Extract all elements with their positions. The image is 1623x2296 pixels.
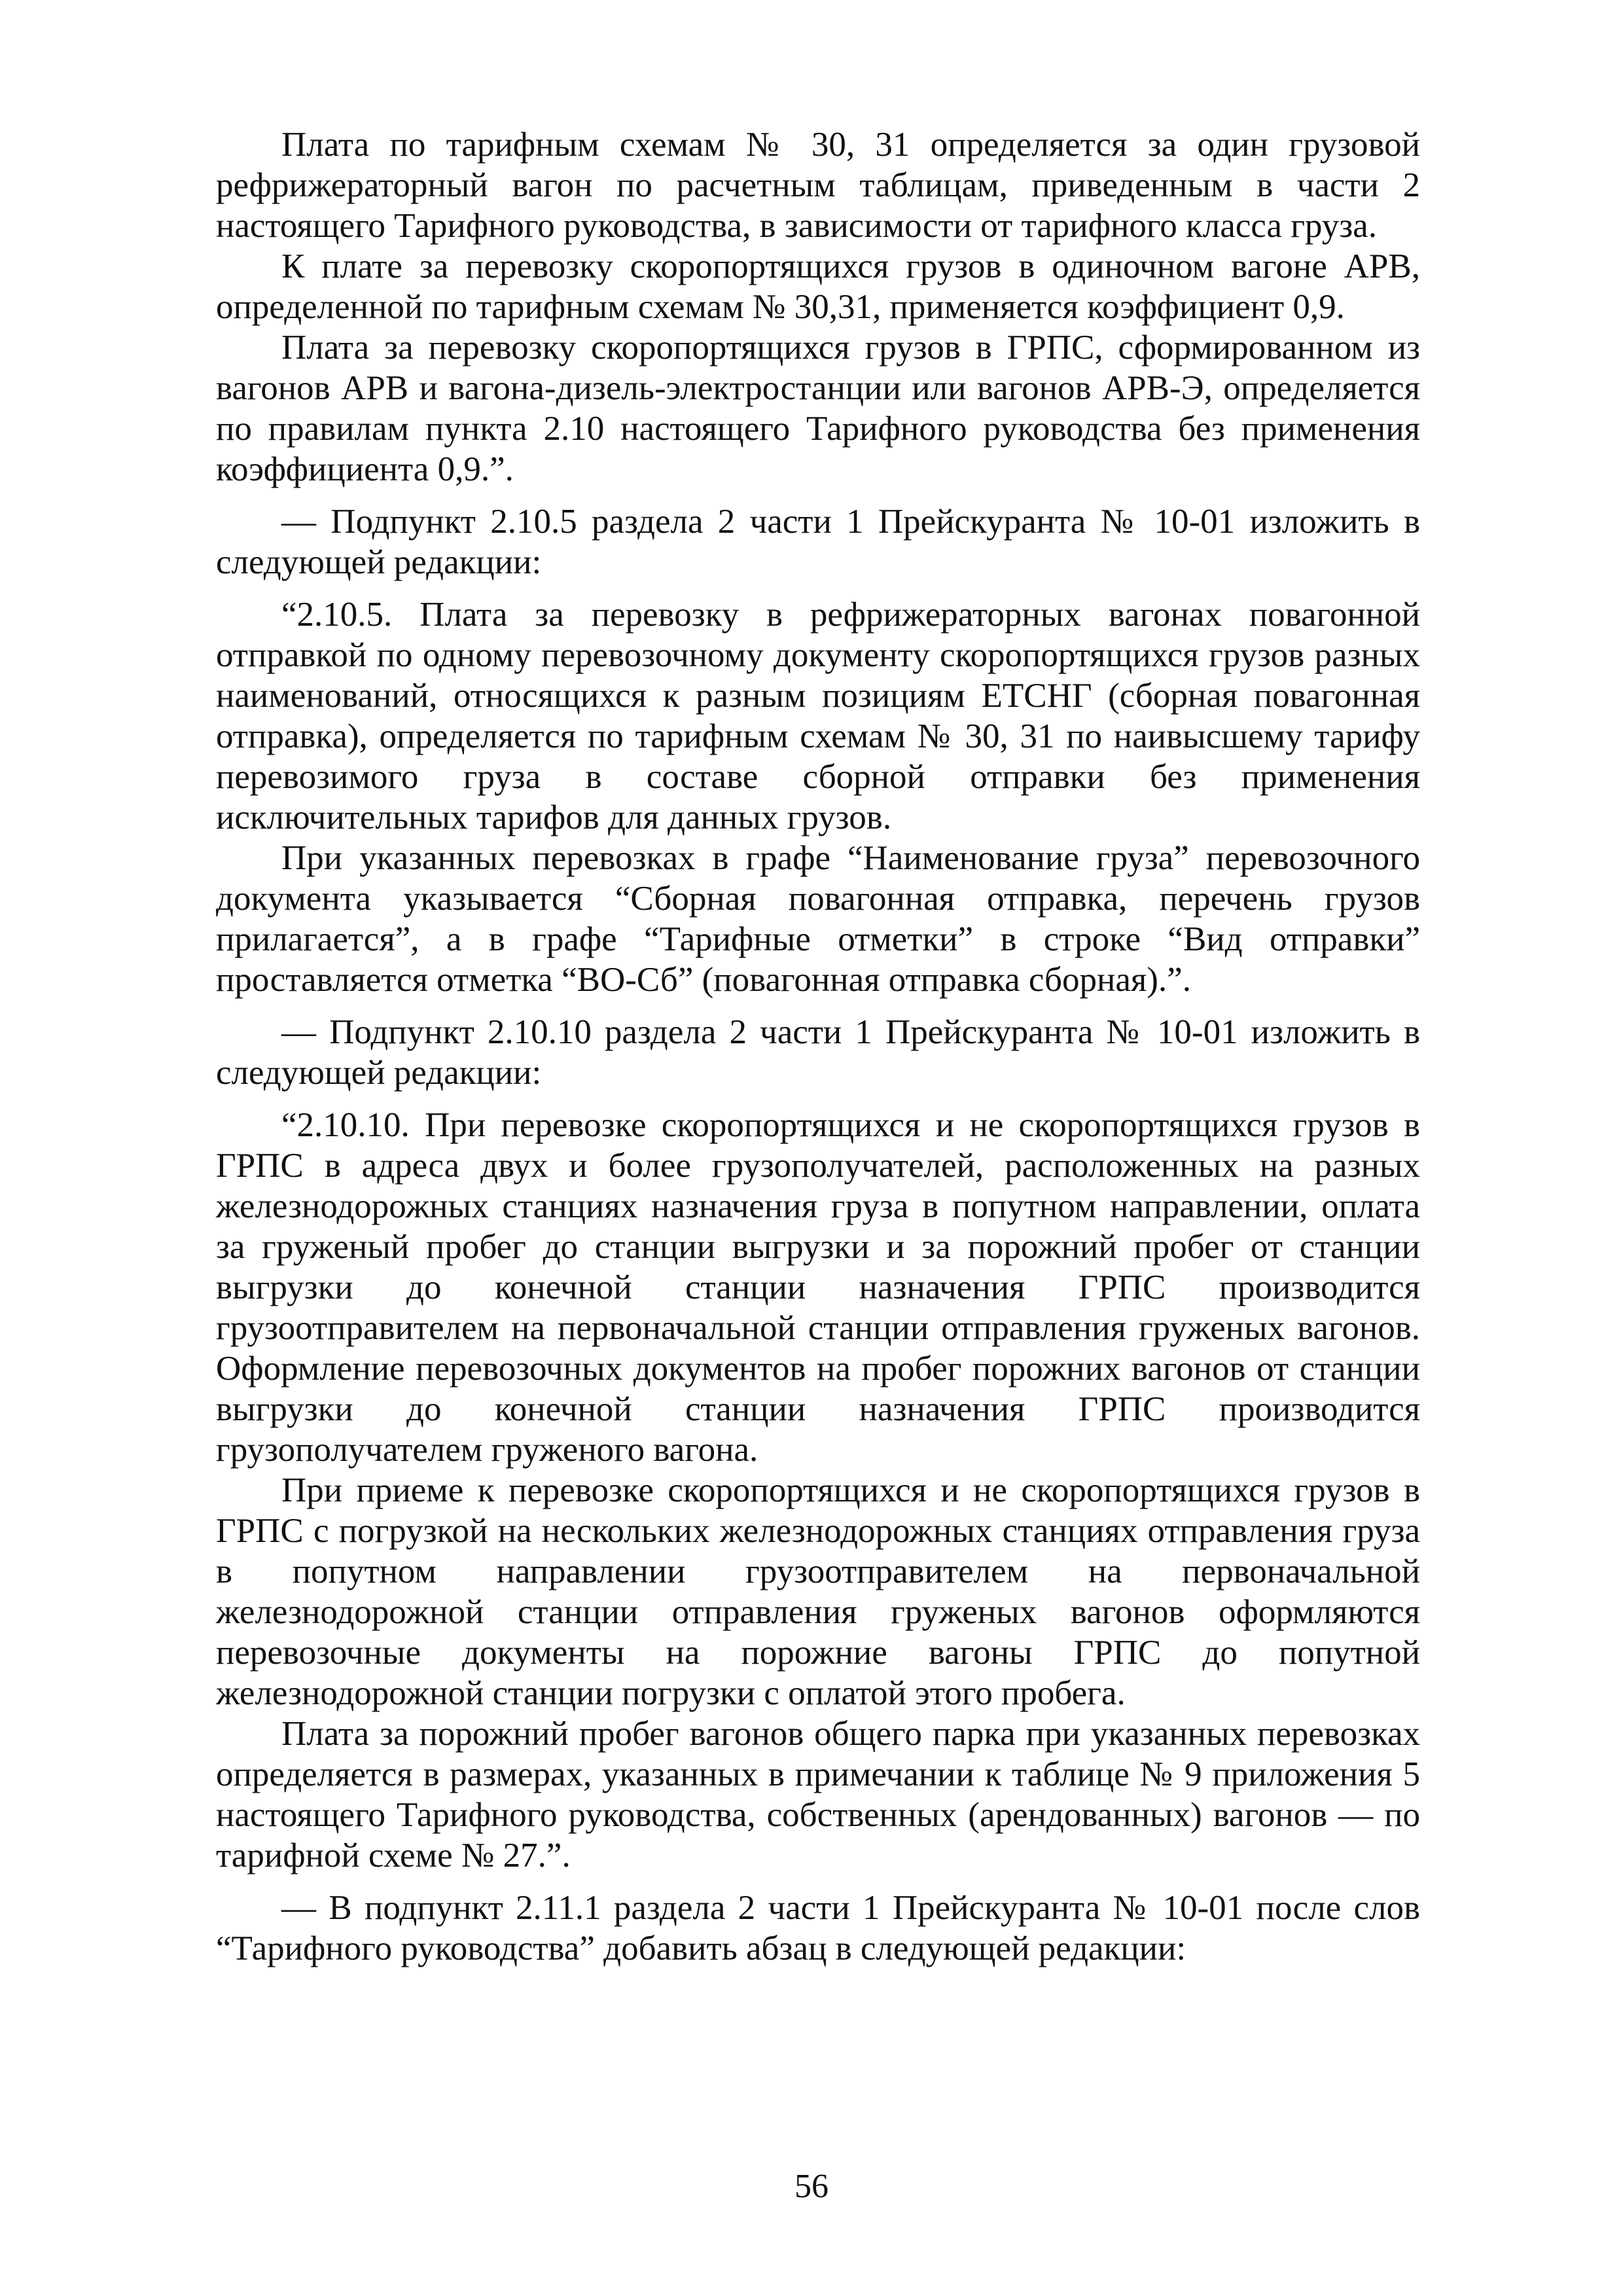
paragraph-2: К плате за перевозку скоропортящихся грузов в одиночном вагоне АРВ, определенной по тарифным схемам № 30,31, применяется коэффициент 0,9. [216,247,1420,326]
paragraph-9: При приеме к перевозке скоропортящихся и не скоропортящихся грузов в ГРПС с погрузкой на нескольких железнодорожных станциях отправления груза в попутном направлении грузоотправителем на первоначальной железнодорожной станции отправления груженых вагонов оформляются перевозочные документы на порожние вагоны ГРПС до попутной железнодорожной станции погрузки с оплатой этого пробега. [216,1471,1420,1712]
paragraph-4: — Подпункт 2.10.5 раздела 2 части 1 Прейскуранта № 10-01 изложить в следующей редакции: [216,503,1420,581]
paragraph-7: — Подпункт 2.10.10 раздела 2 части 1 Прейскуранта № 10-01 изложить в следующей редакции: [216,1013,1420,1092]
page-number: 56 [794,2168,829,2205]
paragraph-6: При указанных перевозках в графе “Наименование груза” перевозочного документа указывается “Сборная повагонная отправка, перечень грузов прилагается”, а в графе “Тарифные отметки” в строке “Вид отправки” проставляется отметка “ВО-Сб” (повагонная отправка сборная).”. [216,839,1420,999]
paragraph-8: “2.10.10. При перевозке скоропортящихся и не скоропортящихся грузов в ГРПС в адреса двух и более грузополучателей, расположенных на разных железнодорожных станциях назначения груза в попутном направлении, оплата за груженый пробег до станции выгрузки и за порожний пробег от станции выгрузки до конечной станции назначения ГРПС производится грузоотправителем на первоначальной станции отправления груженых вагонов. Оформление перевозочных документов на пробег порожних вагонов от станции выгрузки до конечной станции назначения ГРПС производится грузополучателем груженого вагона. [216,1106,1420,1469]
document-body [216,124,1420,1969]
paragraph-1: Плата по тарифным схемам № 30, 31 определяется за один грузовой рефрижераторный вагон по расчетным таблицам, приведенным в части 2 настоящего Тарифного руководства, в зависимости от тарифного класса груза. [216,126,1420,245]
paragraph-5: “2.10.5. Плата за перевозку в рефрижераторных вагонах повагонной отправкой по одному перевозочному документу скоропортящихся грузов разных наименований, относящихся к разным позициям ЕТСНГ (сборная повагонная отправка), определяется по тарифным схемам № 30, 31 по наивысшему тарифу перевозимого груза в составе сборной отправки без применения исключительных тарифов для данных грузов. [216,596,1420,836]
paragraph-10: Плата за порожний пробег вагонов общего парка при указанных перевозках определяется в размерах, указанных в примечании к таблице № 9 приложения 5 настоящего Тарифного руководства, собственных (арендованных) вагонов — по тарифной схеме № 27.”. [216,1715,1420,1874]
paragraph-3: Плата за перевозку скоропортящихся грузов в ГРПС, сформированном из вагонов АРВ и вагона-дизель-электростанции или вагонов АРВ-Э, определяется по правилам пункта 2.10 настоящего Тарифного руководства без применения коэффициента 0,9.”. [216,329,1420,488]
paragraph-11: — В подпункт 2.11.1 раздела 2 части 1 Прейскуранта № 10-01 после слов “Тарифного руководства” добавить абзац в следующей редакции: [216,1889,1420,1967]
